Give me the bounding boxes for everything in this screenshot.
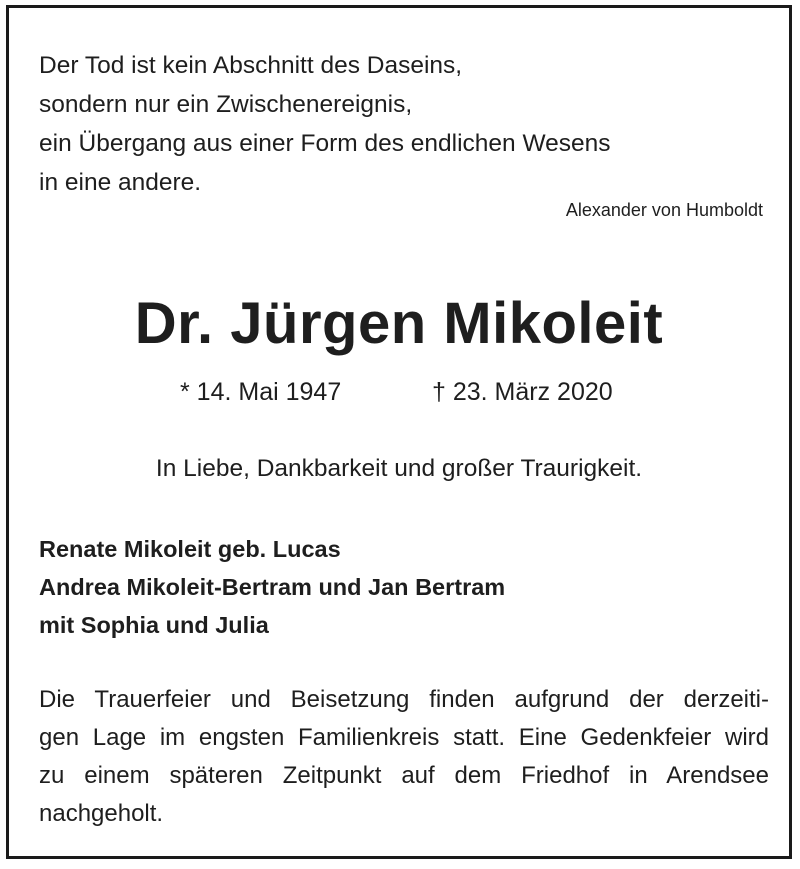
quote-line: ein Übergang aus einer Form des endlichen Wesens [39,130,611,157]
quote [39,46,611,202]
quote-line: sondern nur ein Zwischenereignis, [39,91,413,118]
death-date: † 23. März 2020 [432,378,613,406]
mourner: Renate Mikoleit geb. Lucas [39,536,341,562]
quote-line: in eine andere. [39,169,202,196]
quote-line: Der Tod ist kein Abschnitt des Daseins, [39,52,463,79]
birth-date: * 14. Mai 1947 [180,378,342,406]
deceased-name: Dr. Jürgen Mikoleit [134,291,664,356]
mourners-list [39,530,505,644]
mourner: Andrea Mikoleit-Bertram und Jan Bertram [39,574,506,600]
obituary-notice [6,5,792,859]
info-line: zu einem späteren Zeitpunkt auf dem Friedhof in Arendsee [39,762,769,789]
info-line: nachgeholt. [39,800,164,827]
info-line: Die Trauerfeier und Beisetzung finden aufgrund der derzeiti- [39,686,769,713]
funeral-info [39,681,769,833]
quote-author: Alexander von Humboldt [565,200,763,220]
mourner: mit Sophia und Julia [39,612,269,638]
sentiment-line: In Liebe, Dankbarkeit und großer Traurigkeit. [155,455,643,482]
info-line: gen Lage im engsten Familienkreis statt. Eine Gedenkfeier wird [39,724,769,751]
